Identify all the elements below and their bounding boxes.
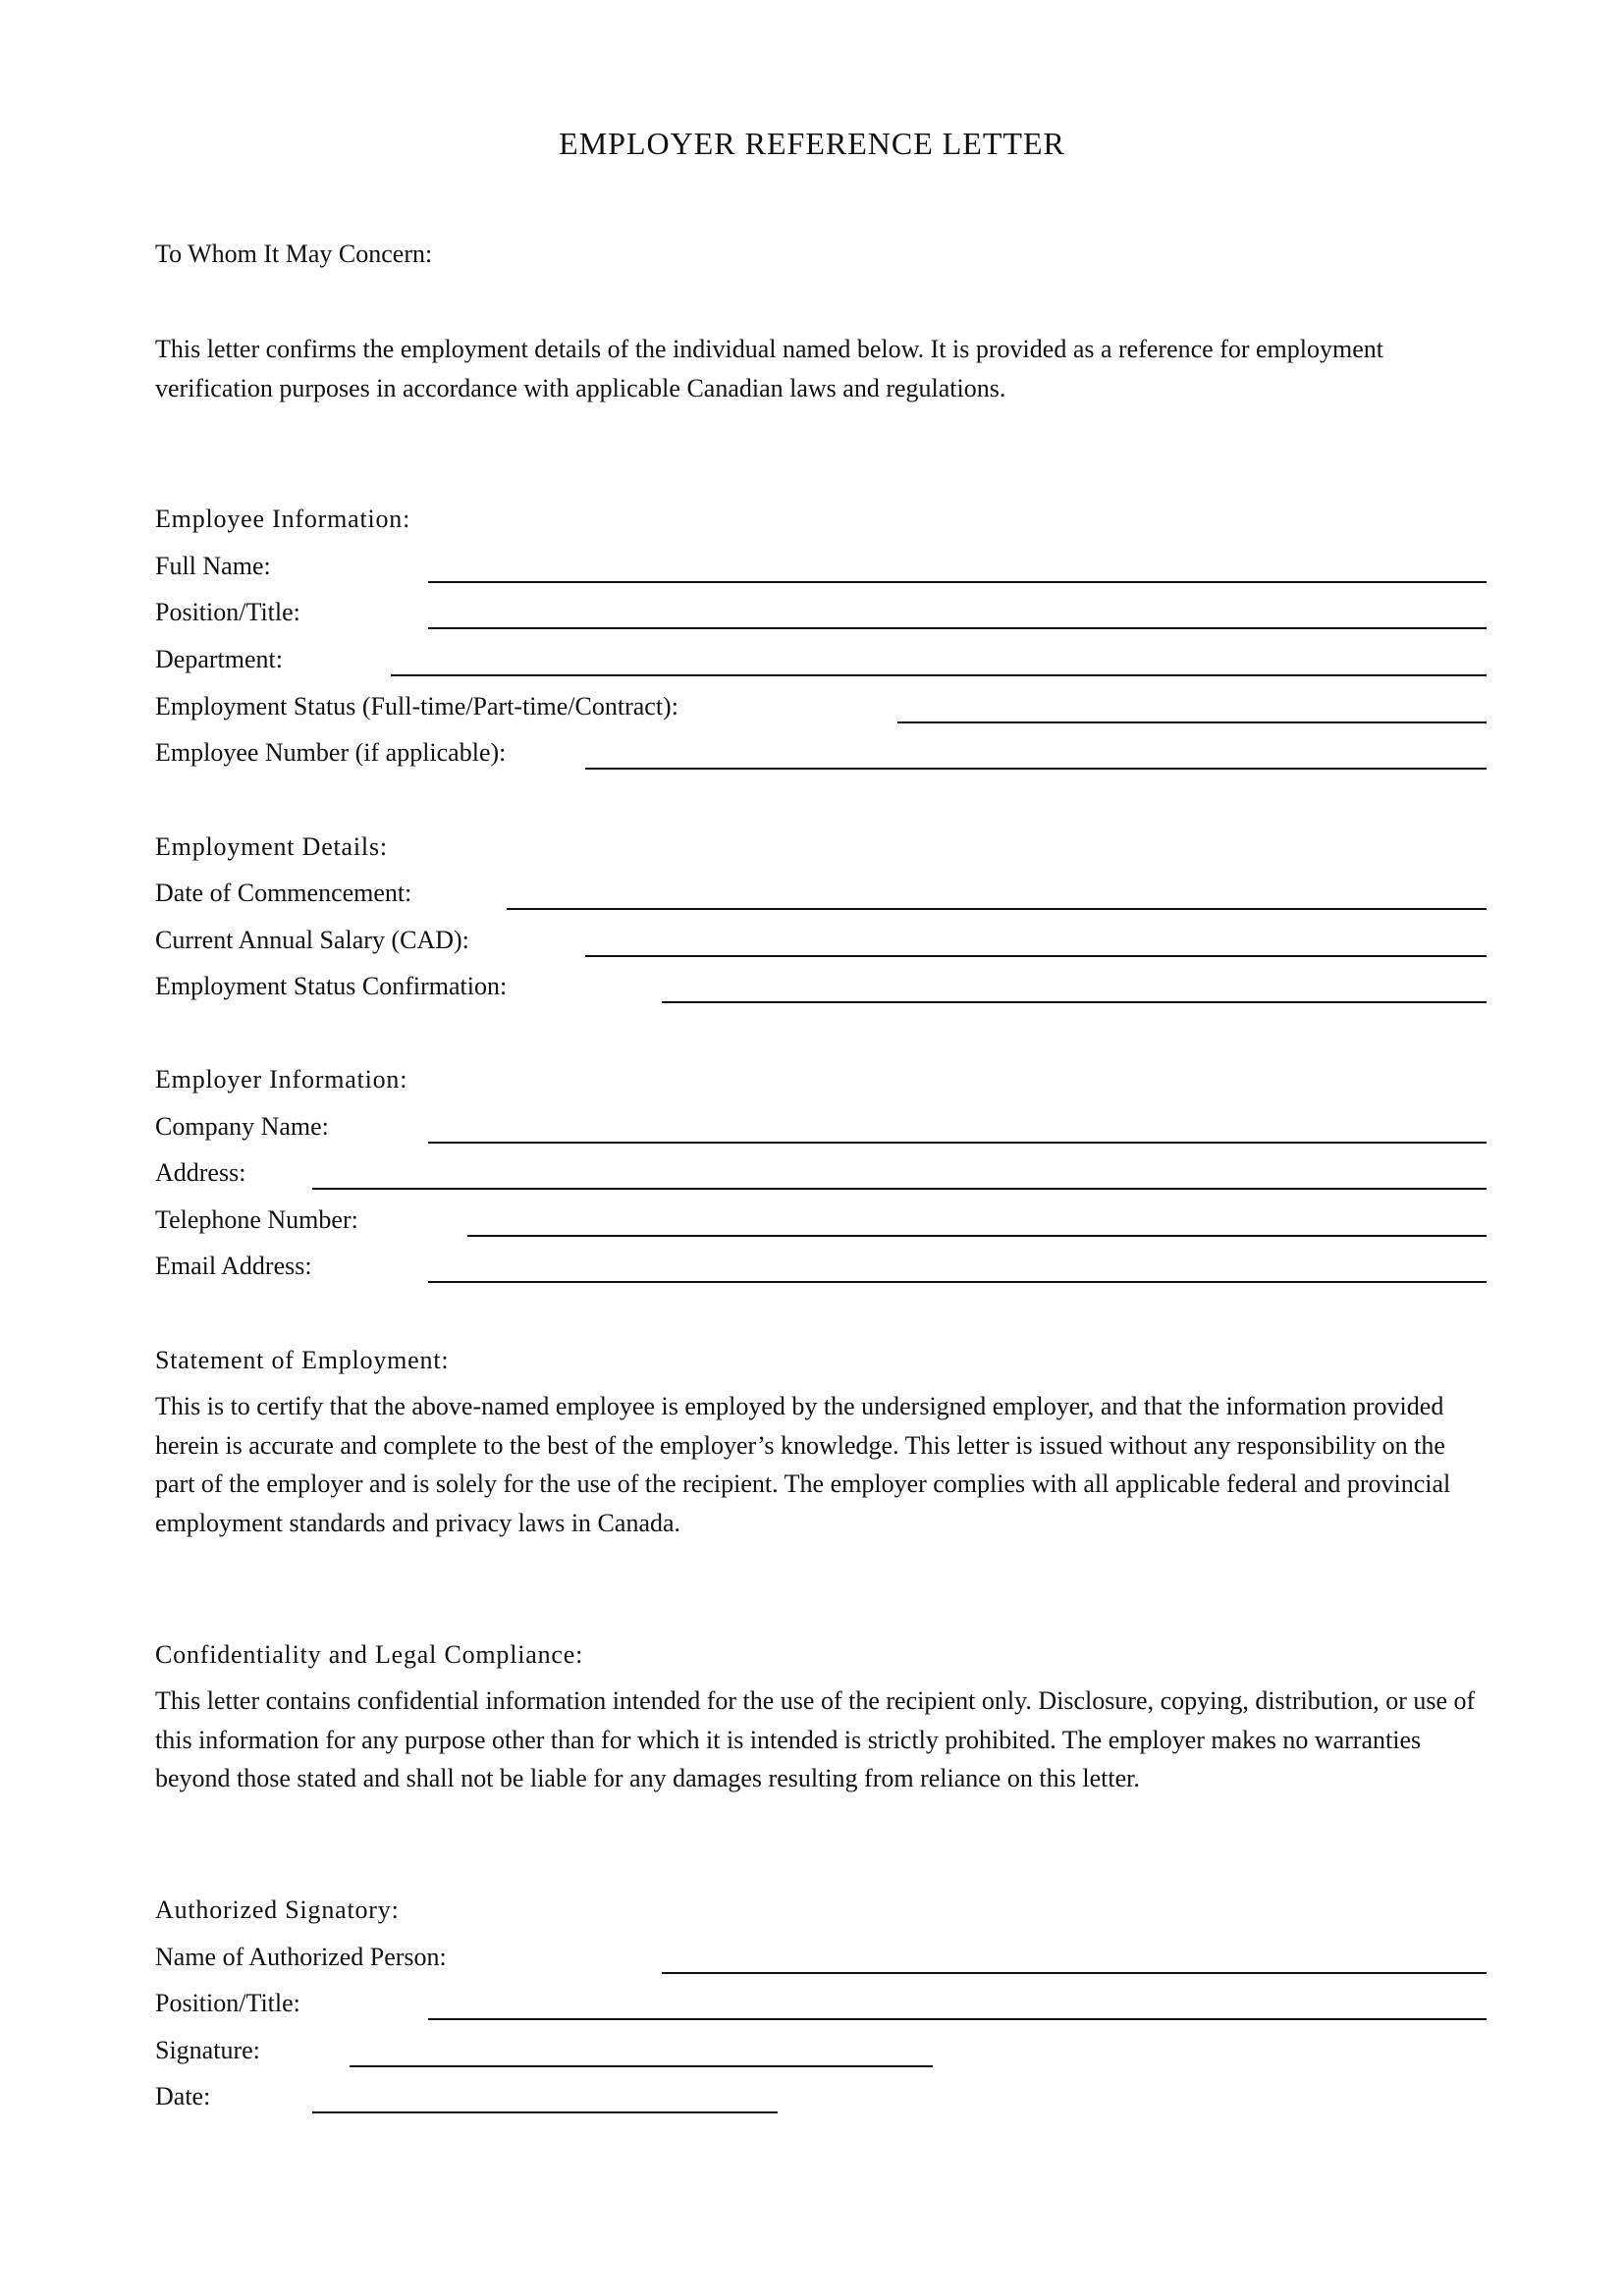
employment-status-input-line[interactable] bbox=[897, 721, 1487, 723]
date-label: Date: bbox=[155, 2082, 211, 2110]
statement-paragraph: This is to certify that the above-named employee is employed by the undersigned employer, and that the information provided herein is accurate and complete to the best of the employer’s knowledge. This letter is issued without any responsibility on the part of the employer and is solely for the use of the recipient. The employer complies with all applicable federal and provincial employment standards and privacy laws in Canada. bbox=[155, 1392, 1451, 1537]
employer-info-heading: Employer Information: bbox=[155, 1065, 408, 1094]
status-confirmation-label: Employment Status Confirmation: bbox=[155, 972, 508, 1000]
full-name-input-line[interactable] bbox=[428, 581, 1487, 583]
confidentiality-heading: Confidentiality and Legal Compliance: bbox=[155, 1640, 584, 1669]
email-label: Email Address: bbox=[155, 1252, 312, 1280]
position-title-input-line[interactable] bbox=[428, 627, 1487, 629]
employee-number-label: Employee Number (if applicable): bbox=[155, 738, 507, 767]
employee-number-input-line[interactable] bbox=[585, 768, 1487, 770]
commencement-date-label: Date of Commencement: bbox=[155, 879, 412, 907]
department-input-line[interactable] bbox=[391, 674, 1487, 676]
salutation: To Whom It May Concern: bbox=[155, 240, 433, 268]
signatory-position-input-line[interactable] bbox=[428, 2018, 1487, 2020]
position-title-label: Position/Title: bbox=[155, 598, 300, 626]
authorized-person-input-line[interactable] bbox=[662, 1972, 1487, 1974]
signature-label: Signature: bbox=[155, 2036, 260, 2064]
annual-salary-label: Current Annual Salary (CAD): bbox=[155, 926, 469, 954]
signatory-position-label: Position/Title: bbox=[155, 1989, 300, 2017]
email-input-line[interactable] bbox=[428, 1281, 1487, 1283]
date-input-line[interactable] bbox=[312, 2111, 778, 2113]
commencement-date-input-line[interactable] bbox=[507, 908, 1487, 910]
address-label: Address: bbox=[155, 1158, 246, 1187]
signatory-heading: Authorized Signatory: bbox=[155, 1896, 400, 1924]
department-label: Department: bbox=[155, 645, 283, 673]
annual-salary-input-line[interactable] bbox=[585, 955, 1487, 957]
signature-input-line[interactable] bbox=[350, 2065, 933, 2067]
intro-paragraph: This letter confirms the employment details of the individual named below. It is provided as a reference for employment verification purposes in accordance with applicable Canadian laws and regulations. bbox=[155, 335, 1383, 402]
employee-info-heading: Employee Information: bbox=[155, 505, 411, 533]
status-confirmation-input-line[interactable] bbox=[662, 1001, 1487, 1003]
full-name-label: Full Name: bbox=[155, 552, 271, 580]
telephone-label: Telephone Number: bbox=[155, 1205, 358, 1234]
employment-details-heading: Employment Details: bbox=[155, 832, 388, 861]
page-title: EMPLOYER REFERENCE LETTER bbox=[559, 126, 1065, 161]
company-name-label: Company Name: bbox=[155, 1112, 329, 1141]
statement-heading: Statement of Employment: bbox=[155, 1346, 450, 1374]
confidentiality-paragraph: This letter contains confidential information intended for the use of the recipient only. Disclosure, copying, distribution, or use of this information for any purpose other than for which it is intended is strictly prohibited. The employer makes no warranties beyond those stated and shall not be liable for any damages resulting from reliance on this letter. bbox=[155, 1686, 1476, 1792]
telephone-input-line[interactable] bbox=[467, 1235, 1487, 1237]
company-name-input-line[interactable] bbox=[428, 1142, 1487, 1144]
employment-status-label: Employment Status (Full-time/Part-time/Contract): bbox=[155, 692, 678, 721]
address-input-line[interactable] bbox=[312, 1188, 1487, 1190]
authorized-person-label: Name of Authorized Person: bbox=[155, 1943, 447, 1971]
